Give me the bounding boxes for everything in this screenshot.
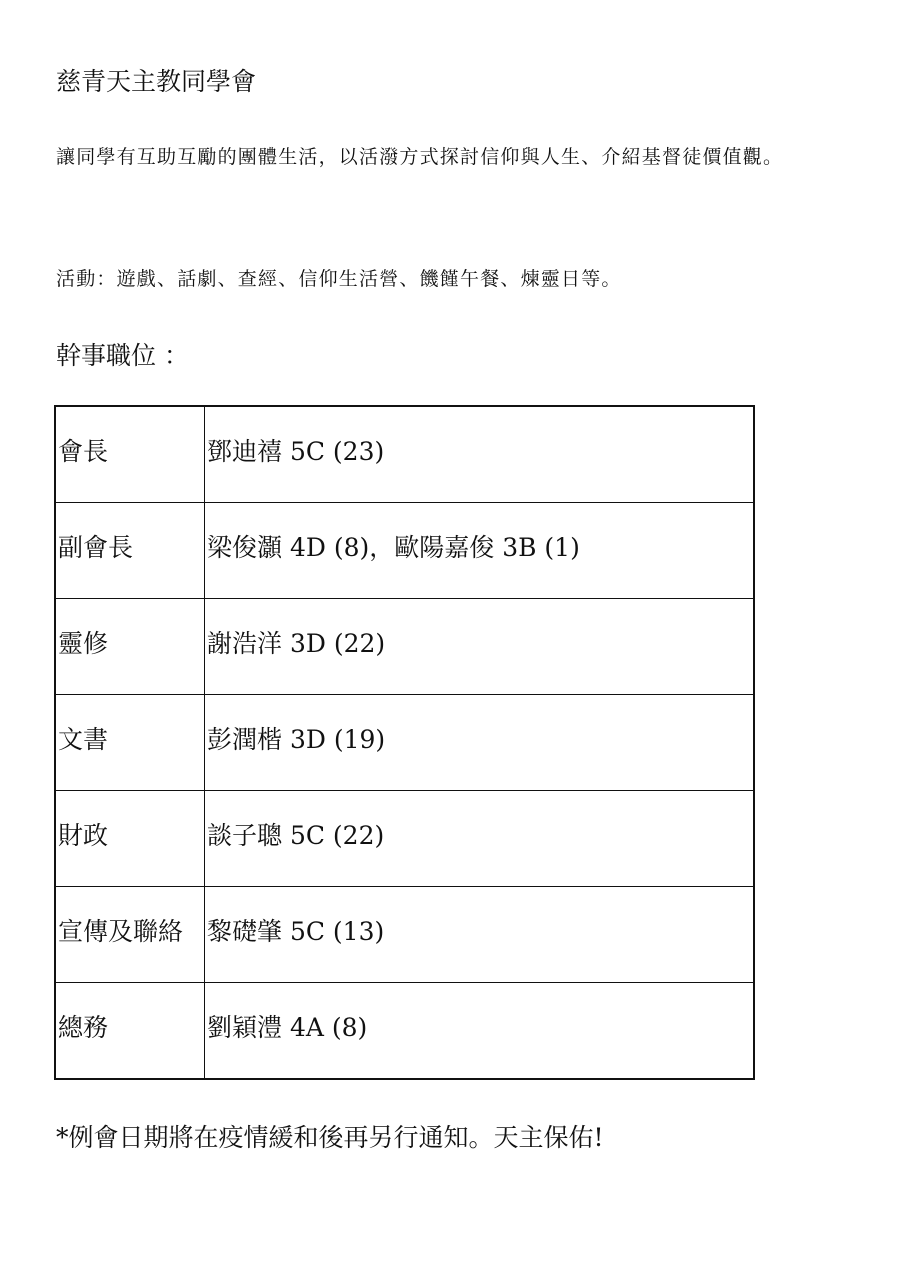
officer-name: 劉穎澧 4A (8) xyxy=(205,983,755,1080)
officers-table xyxy=(54,405,755,1080)
table-row xyxy=(55,695,754,791)
officer-name: 梁俊灝 4D (8)，歐陽嘉俊 3B (1) xyxy=(205,503,755,599)
footnote: *例會日期將在疫情緩和後再另行通知。天主保佑! xyxy=(56,1123,604,1152)
table-row xyxy=(55,503,754,599)
table-row xyxy=(55,599,754,695)
table-row xyxy=(55,887,754,983)
table-row xyxy=(55,983,754,1080)
officer-role: 副會長 xyxy=(55,503,205,599)
officer-name: 謝浩洋 3D (22) xyxy=(205,599,755,695)
intro-paragraph: 讓同學有互助互勵的團體生活，以活潑方式探討信仰與人生、介紹基督徒價值觀。 xyxy=(56,146,784,168)
activities-paragraph: 活動：遊戲、話劇、查經、信仰生活營、饑饉午餐、煉靈日等。 xyxy=(56,268,622,290)
table-row xyxy=(55,791,754,887)
officer-role: 靈修 xyxy=(55,599,205,695)
page-title: 慈青天主教同學會 xyxy=(56,67,257,96)
officer-name: 談子聰 5C (22) xyxy=(205,791,755,887)
officer-role: 宣傳及聯絡 xyxy=(55,887,205,983)
officer-role: 總務 xyxy=(55,983,205,1080)
officers-heading: 幹事職位 ： xyxy=(56,341,189,370)
table-row xyxy=(55,406,754,503)
officer-name: 彭潤楷 3D (19) xyxy=(205,695,755,791)
officer-name: 鄧迪禧 5C (23) xyxy=(205,406,755,503)
officer-name: 黎礎肇 5C (13) xyxy=(205,887,755,983)
officer-role: 財政 xyxy=(55,791,205,887)
officer-role: 會長 xyxy=(55,406,205,503)
officer-role: 文書 xyxy=(55,695,205,791)
